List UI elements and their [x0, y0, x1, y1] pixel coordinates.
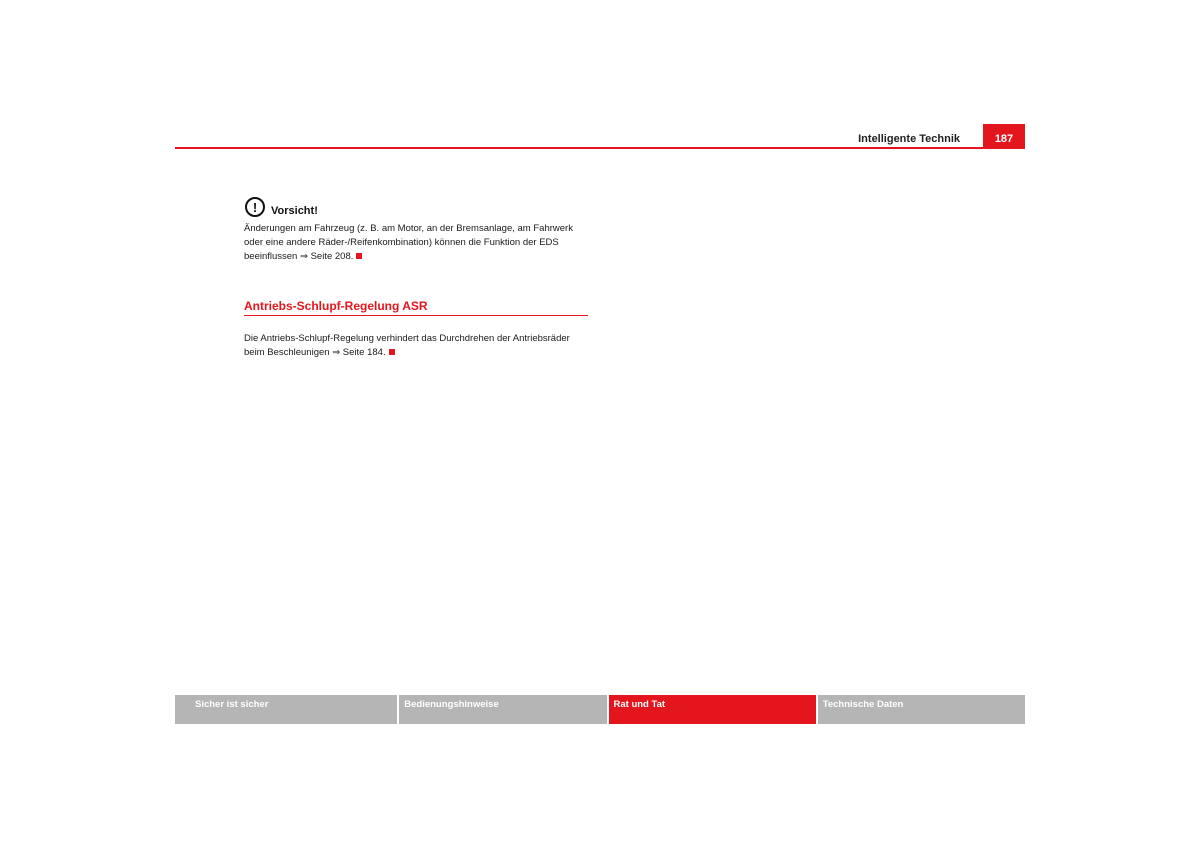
body-line-last	[244, 346, 594, 360]
chapter-title: Intelligente Technik	[858, 133, 960, 145]
exclamation-circle-icon: !	[245, 197, 265, 217]
section-heading: Antriebs-Schlupf-Regelung ASR	[244, 299, 428, 313]
warning-text	[244, 222, 594, 264]
footer-tab-sicher-ist-sicher[interactable]: Sicher ist sicher	[175, 695, 397, 724]
warning-line-last	[244, 250, 594, 264]
warning-line-text: beeinflussen ⇒ Seite 208.	[244, 251, 354, 262]
header-divider	[175, 147, 1025, 149]
section-body	[244, 332, 594, 360]
page-number: 187	[983, 124, 1025, 148]
warning-line: oder eine andere Räder-/Reifenkombination) können die Funktion der EDS	[244, 237, 559, 248]
footer-chapter-nav	[175, 695, 1025, 724]
section-end-marker	[389, 349, 395, 355]
footer-tab-rat-und-tat[interactable]: Rat und Tat	[609, 695, 816, 724]
warning-title: Vorsicht!	[271, 205, 318, 217]
footer-tab-technische-daten[interactable]: Technische Daten	[818, 695, 1025, 724]
body-line-text: beim Beschleunigen ⇒ Seite 184.	[244, 347, 386, 358]
warning-line: Änderungen am Fahrzeug (z. B. am Motor, an der Bremsanlage, am Fahrwerk	[244, 223, 573, 234]
section-end-marker	[356, 253, 362, 259]
section-heading-underline	[244, 315, 588, 316]
body-line: Die Antriebs-Schlupf-Regelung verhindert das Durchdrehen der Antriebsräder	[244, 333, 570, 344]
footer-tab-bedienungshinweise[interactable]: Bedienungshinweise	[399, 695, 606, 724]
